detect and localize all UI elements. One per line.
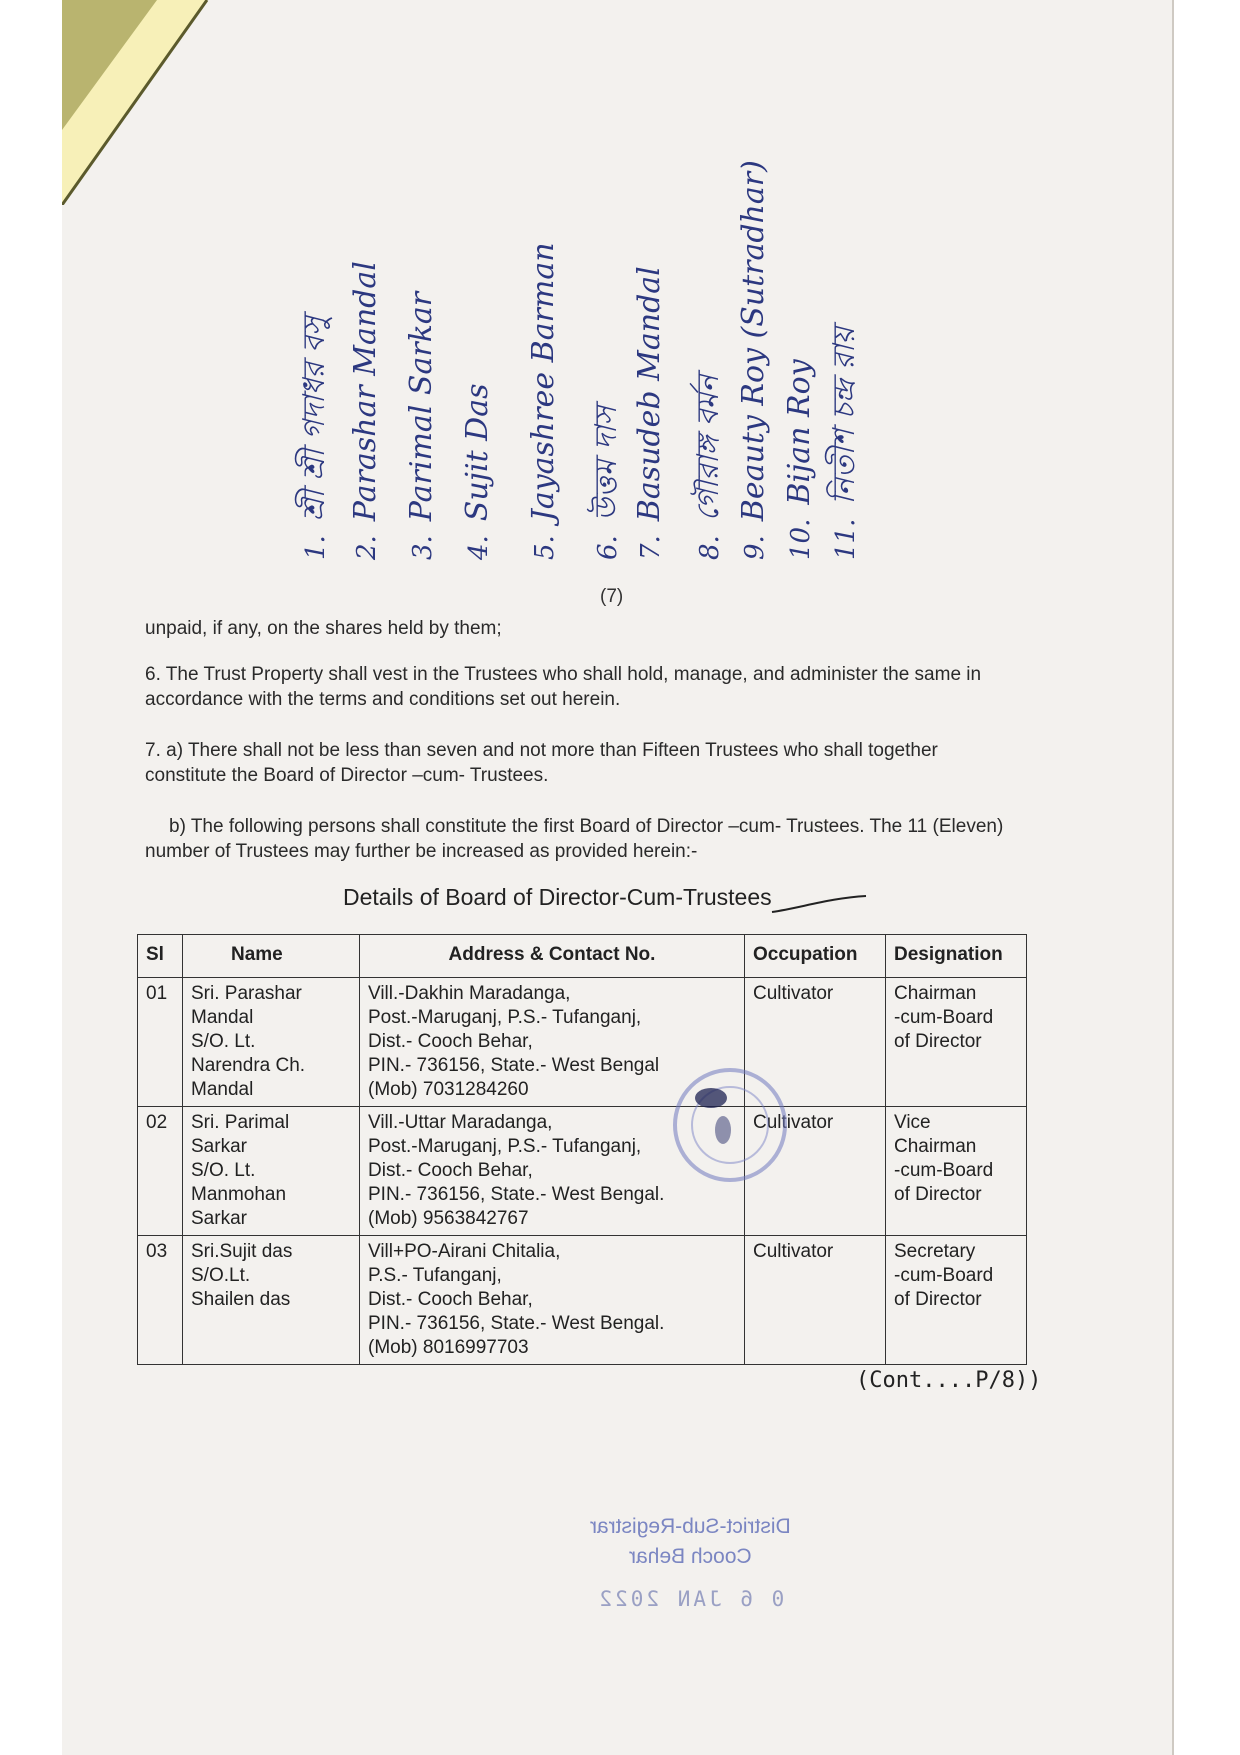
signature-line: 11.নিতীশ চন্দ্র রায় xyxy=(827,326,862,560)
cell-name xyxy=(183,978,360,1107)
designation-line: -cum-Board xyxy=(894,1007,994,1028)
name-line: Mandal xyxy=(191,1007,254,1028)
designation-line: -cum-Board xyxy=(894,1160,994,1181)
address-line: Vill.-Dakhin Maradanga, xyxy=(368,983,571,1004)
address-line: Post.-Maruganj, P.S.- Tufanganj, xyxy=(368,1136,642,1157)
signature-line: 1.শ্রী শ্রী গদাধর বসু xyxy=(297,316,332,560)
header-address: Address & Contact No. xyxy=(360,935,745,978)
signature-line: 7.Basudeb Mandal xyxy=(632,266,667,560)
designation-line: of Director xyxy=(894,1184,982,1205)
name-line: Mandal xyxy=(191,1079,254,1100)
folded-corner xyxy=(62,0,212,205)
table-header-row xyxy=(138,935,1027,978)
paragraph-7a: 7. a) There shall not be less than seven and not more than Fifteen Trustees who shall together constitute the Board of Director –cum- Trustees. xyxy=(145,740,938,786)
document-page xyxy=(62,0,1174,1755)
address-line: PIN.- 736156, State.- West Bengal. xyxy=(368,1184,665,1205)
signature-line: 6.উত্তম দাস xyxy=(589,405,624,560)
name-line: Sarkar xyxy=(191,1208,247,1229)
header-designation: Designation xyxy=(886,935,1027,978)
name-line: Sarkar xyxy=(191,1136,247,1157)
cell-address xyxy=(360,1236,745,1365)
cell-sl: 03 xyxy=(138,1236,183,1365)
address-line: (Mob) 7031284260 xyxy=(368,1079,529,1100)
signature-line: 2.Parashar Mandal xyxy=(348,261,383,560)
cell-occupation: Cultivator xyxy=(745,978,886,1107)
designation-line: Secretary xyxy=(894,1241,976,1262)
name-line: S/O.Lt. xyxy=(191,1265,251,1286)
name-line: Narendra Ch. xyxy=(191,1055,306,1076)
address-line: Dist.- Cooch Behar, xyxy=(368,1031,533,1052)
page-edge xyxy=(1172,0,1174,1755)
board-table xyxy=(137,934,1027,1365)
table-row xyxy=(138,1236,1027,1365)
cell-occupation: Cultivator xyxy=(745,1107,886,1236)
name-line: Shailen das xyxy=(191,1289,291,1310)
header-occupation: Occupation xyxy=(745,935,886,978)
address-line: Vill+PO-Airani Chitalia, xyxy=(368,1241,561,1262)
name-line: Sri.Sujit das xyxy=(191,1241,293,1262)
address-line: (Mob) 8016997703 xyxy=(368,1337,529,1358)
title-underline-stroke xyxy=(770,890,870,920)
paragraph-unpaid: unpaid, if any, on the shares held by them; xyxy=(145,618,502,639)
designation-line: Chairman xyxy=(894,983,977,1004)
cell-designation xyxy=(886,1236,1027,1365)
registrar-stamp-date: 0 6 JAN 2022 xyxy=(596,1587,785,1611)
table-title: Details of Board of Director-Cum-Trustees xyxy=(343,884,772,910)
signature-line: 8.গৌরাঙ্গ বর্মন xyxy=(691,374,726,560)
header-name: Name xyxy=(183,935,360,978)
paragraph-6: 6. The Trust Property shall vest in the Trustees who shall hold, manage, and administer the same in accordance with the terms and conditions set out herein. xyxy=(145,664,982,710)
name-line: S/O. Lt. xyxy=(191,1031,256,1052)
table-row xyxy=(138,1107,1027,1236)
page-number: (7) xyxy=(600,586,624,607)
designation-line: Chairman xyxy=(894,1136,977,1157)
address-line: Vill.-Uttar Maradanga, xyxy=(368,1112,553,1133)
name-line: Manmohan xyxy=(191,1184,287,1205)
cell-name xyxy=(183,1236,360,1365)
designation-line: of Director xyxy=(894,1289,982,1310)
name-line: Sri. Parimal xyxy=(191,1112,290,1133)
address-line: PIN.- 736156, State.- West Bengal. xyxy=(368,1313,665,1334)
continuation-note: (Cont....P/8)) xyxy=(856,1368,1042,1393)
address-line: P.S.- Tufanganj, xyxy=(368,1265,502,1286)
official-seal-stamp xyxy=(665,1060,795,1190)
cell-sl: 01 xyxy=(138,978,183,1107)
cell-name xyxy=(183,1107,360,1236)
name-line: S/O. Lt. xyxy=(191,1160,256,1181)
cell-sl: 02 xyxy=(138,1107,183,1236)
header-sl: Sl xyxy=(138,935,183,978)
paragraph-7b: b) The following persons shall constitute the first Board of Director –cum- Trustees. The 11 (Eleven) number of Trustees may further be increased as provided herein:- xyxy=(145,816,1004,862)
signature-line: 10.Bijan Roy xyxy=(782,359,817,560)
address-line: (Mob) 9563842767 xyxy=(368,1208,529,1229)
table-row xyxy=(138,978,1027,1107)
cell-occupation: Cultivator xyxy=(745,1236,886,1365)
cell-designation xyxy=(886,1107,1027,1236)
address-line: Post.-Maruganj, P.S.- Tufanganj, xyxy=(368,1007,642,1028)
signature-line: 4.Sujit Das xyxy=(460,383,495,560)
address-line: PIN.- 736156, State.- West Bengal xyxy=(368,1055,660,1076)
designation-line: -cum-Board xyxy=(894,1265,994,1286)
designation-line: Vice xyxy=(894,1112,931,1133)
signature-line: 5.Jayashree Barman xyxy=(526,242,561,560)
signature-line: 9.Beauty Roy (Sutradhar) xyxy=(736,160,771,560)
registrar-stamp xyxy=(590,1512,791,1614)
address-line: Dist.- Cooch Behar, xyxy=(368,1289,533,1310)
cell-designation xyxy=(886,978,1027,1107)
designation-line: of Director xyxy=(894,1031,982,1052)
registrar-stamp-office: District-Sub-Registrar xyxy=(590,1515,791,1538)
address-line: Dist.- Cooch Behar, xyxy=(368,1160,533,1181)
registrar-stamp-place: Cooch Behar xyxy=(629,1545,752,1568)
name-line: Sri. Parashar xyxy=(191,983,302,1004)
signature-line: 3.Parimal Sarkar xyxy=(404,291,439,560)
